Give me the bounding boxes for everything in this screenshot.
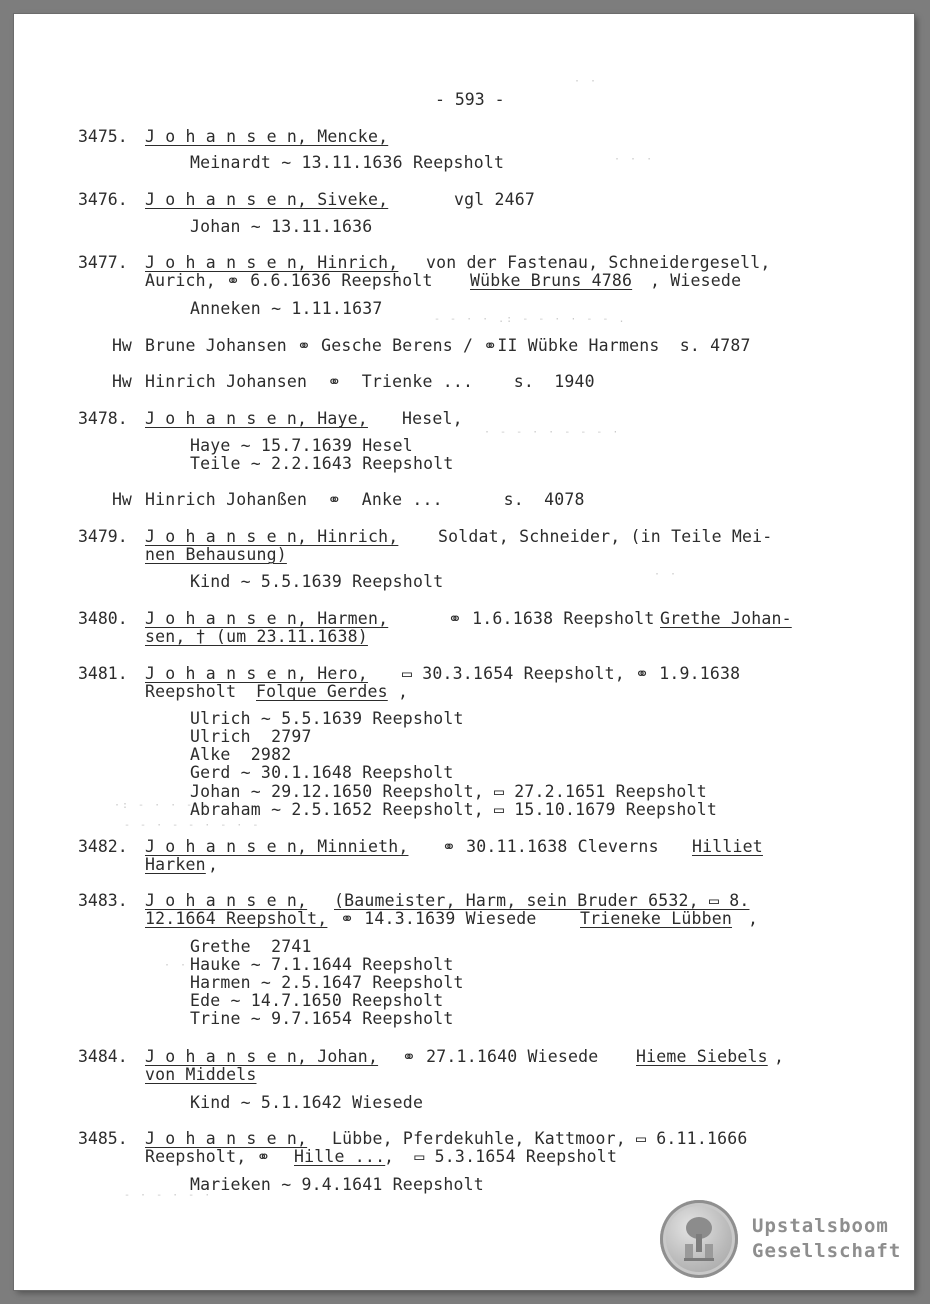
- entry-text: von Middels: [145, 1065, 257, 1084]
- entry-text: ▭ 30.3.1654 Reepsholt, ⚭ 1.9.1638: [402, 664, 741, 683]
- entry-number: 3480.: [78, 609, 128, 628]
- brand-line-2: Gesellschaft: [752, 1240, 902, 1262]
- child-line: Trine ~ 9.7.1654 Reepsholt: [190, 1009, 454, 1028]
- scan-noise: · ·: [574, 76, 599, 87]
- scan-noise: · ·: [164, 960, 189, 971]
- entry-number: 3482.: [78, 837, 128, 856]
- entry-number: 3484.: [78, 1047, 128, 1066]
- spouse-name: Hilliet: [692, 837, 763, 856]
- entry-text: Reepsholt, ⚭: [145, 1147, 271, 1166]
- cross-reference: vgl 2467: [454, 190, 536, 209]
- scan-noise: - · - · - ·: [124, 1190, 213, 1201]
- hw-line: Hinrich Johanßen ⚭ Anke ... s. 4078: [145, 490, 585, 509]
- child-line: Meinardt ~ 13.11.1636 Reepsholt: [190, 153, 505, 172]
- brand-line-1: Upstalsboom: [752, 1215, 889, 1237]
- entry-heading: J o h a n s e n, Mencke,: [145, 127, 389, 146]
- entry-number: 3478.: [78, 409, 128, 428]
- entry-text: ⚭ 27.1.1640 Wiesede: [402, 1047, 599, 1066]
- scan-noise: · · ·: [614, 154, 655, 165]
- spouse-name: Trieneke Lübben: [580, 909, 733, 928]
- entry-text: ⚭ 30.11.1638 Cleverns: [442, 837, 659, 856]
- child-line: Ulrich ~ 5.5.1639 Reepsholt: [190, 709, 464, 728]
- entry-text: nen Behausung): [145, 545, 287, 564]
- child-line: Johan ~ 29.12.1650 Reepsholt, ▭ 27.2.1651 Reepsholt: [190, 782, 707, 801]
- entry-text: ⚭ 1.6.1638 Reepsholt: [448, 609, 655, 628]
- entry-text: ,: [398, 682, 409, 701]
- entry-heading: J o h a n s e n, Hinrich,: [145, 527, 399, 546]
- child-line: Kind ~ 5.5.1639 Reepsholt: [190, 572, 444, 591]
- spouse-name: Wübke Bruns 4786: [470, 271, 633, 290]
- entry-text: von der Fastenau, Schneidergesell,: [426, 253, 771, 272]
- entry-number: 3479.: [78, 527, 128, 546]
- child-line: Teile ~ 2.2.1643 Reepsholt: [190, 454, 454, 473]
- entry-heading: J o h a n s e n, Hero,: [145, 664, 368, 683]
- scan-noise: ·: - · · - -: [114, 800, 211, 811]
- spouse-name: Harken: [145, 855, 206, 874]
- child-line: Marieken ~ 9.4.1641 Reepsholt: [190, 1175, 484, 1194]
- entry-text: Aurich, ⚭ 6.6.1636 Reepsholt: [145, 271, 433, 290]
- spouse-name: Folque Gerdes: [256, 682, 388, 701]
- entry-heading: J o h a n s e n,: [145, 1129, 308, 1148]
- entry-number: 3483.: [78, 891, 128, 910]
- entry-text: ,: [208, 855, 219, 874]
- child-line: Ulrich 2797: [190, 727, 312, 746]
- spouse-name: Hille ...: [294, 1147, 386, 1166]
- child-line: Alke 2982: [190, 745, 292, 764]
- document-page: [14, 14, 914, 1290]
- entry-text: (Baumeister, Harm, sein Bruder 6532, ▭ 8.: [334, 891, 750, 910]
- society-seal: [660, 1200, 738, 1278]
- entry-heading: J o h a n s e n, Hinrich,: [145, 253, 399, 272]
- entry-heading: J o h a n s e n, Johan,: [145, 1047, 379, 1066]
- hw-prefix: Hw: [112, 372, 132, 391]
- entry-heading: J o h a n s e n,: [145, 891, 308, 910]
- hw-prefix: Hw: [112, 336, 132, 355]
- entry-text: Hesel,: [402, 409, 463, 428]
- entry-heading: J o h a n s e n, Minnieth,: [145, 837, 409, 856]
- child-line: Anneken ~ 1.11.1637: [190, 299, 383, 318]
- scan-noise: - - · · .: - - · · - - .: [434, 314, 627, 325]
- entry-text: , ▭ 5.3.1654 Reepsholt: [384, 1147, 618, 1166]
- child-line: Gerd ~ 30.1.1648 Reepsholt: [190, 763, 454, 782]
- child-line: Johan ~ 13.11.1636: [190, 217, 373, 236]
- spouse-name: Grethe Johan-: [660, 609, 792, 628]
- entry-text: ,: [748, 909, 759, 928]
- entry-number: 3477.: [78, 253, 128, 272]
- entry-number: 3475.: [78, 127, 128, 146]
- entry-text: , Wiesede: [650, 271, 742, 290]
- entry-heading: J o h a n s e n, Haye,: [145, 409, 368, 428]
- scan-noise: · ·: [654, 569, 679, 580]
- spouse-name: Hieme Siebels: [636, 1047, 768, 1066]
- entry-text: Lübbe, Pferdekuhle, Kattmoor, ▭ 6.11.1666: [332, 1129, 748, 1148]
- entry-heading: J o h a n s e n, Siveke,: [145, 190, 389, 209]
- entry-text: Soldat, Schneider, (in Teile Mei-: [438, 527, 773, 546]
- brand-text: [752, 1214, 901, 1264]
- child-line: Abraham ~ 2.5.1652 Reepsholt, ▭ 15.10.1679 Reepsholt: [190, 800, 717, 819]
- hw-line: Brune Johansen ⚭ Gesche Berens / ⚭II Wübke Harmens s. 4787: [145, 336, 751, 355]
- entry-number: 3485.: [78, 1129, 128, 1148]
- child-line: Haye ~ 15.7.1639 Hesel: [190, 436, 413, 455]
- child-line: Ede ~ 14.7.1650 Reepsholt: [190, 991, 444, 1010]
- hw-line: Hinrich Johansen ⚭ Trienke ... s. 1940: [145, 372, 595, 391]
- scan-noise: · - - · · - - - ·: [484, 427, 621, 438]
- child-line: Grethe 2741: [190, 937, 312, 956]
- entry-text: ,: [774, 1047, 785, 1066]
- spouse-name: sen, † (um 23.11.1638): [145, 627, 368, 646]
- scan-noise: - - · - - · - · -: [124, 820, 261, 831]
- entry-heading: J o h a n s e n, Harmen,: [145, 609, 389, 628]
- entry-text: ⚭ 14.3.1639 Wiesede: [330, 909, 537, 928]
- child-line: Harmen ~ 2.5.1647 Reepsholt: [190, 973, 464, 992]
- child-line: Kind ~ 5.1.1642 Wiesede: [190, 1093, 424, 1112]
- hw-prefix: Hw: [112, 490, 132, 509]
- page-number: - 593 -: [435, 90, 505, 109]
- entry-text: Reepsholt: [145, 682, 237, 701]
- entry-number: 3476.: [78, 190, 128, 209]
- entry-number: 3481.: [78, 664, 128, 683]
- seal-figure-icon: [682, 1214, 716, 1264]
- child-line: Hauke ~ 7.1.1644 Reepsholt: [190, 955, 454, 974]
- entry-text: 12.1664 Reepsholt,: [145, 909, 328, 928]
